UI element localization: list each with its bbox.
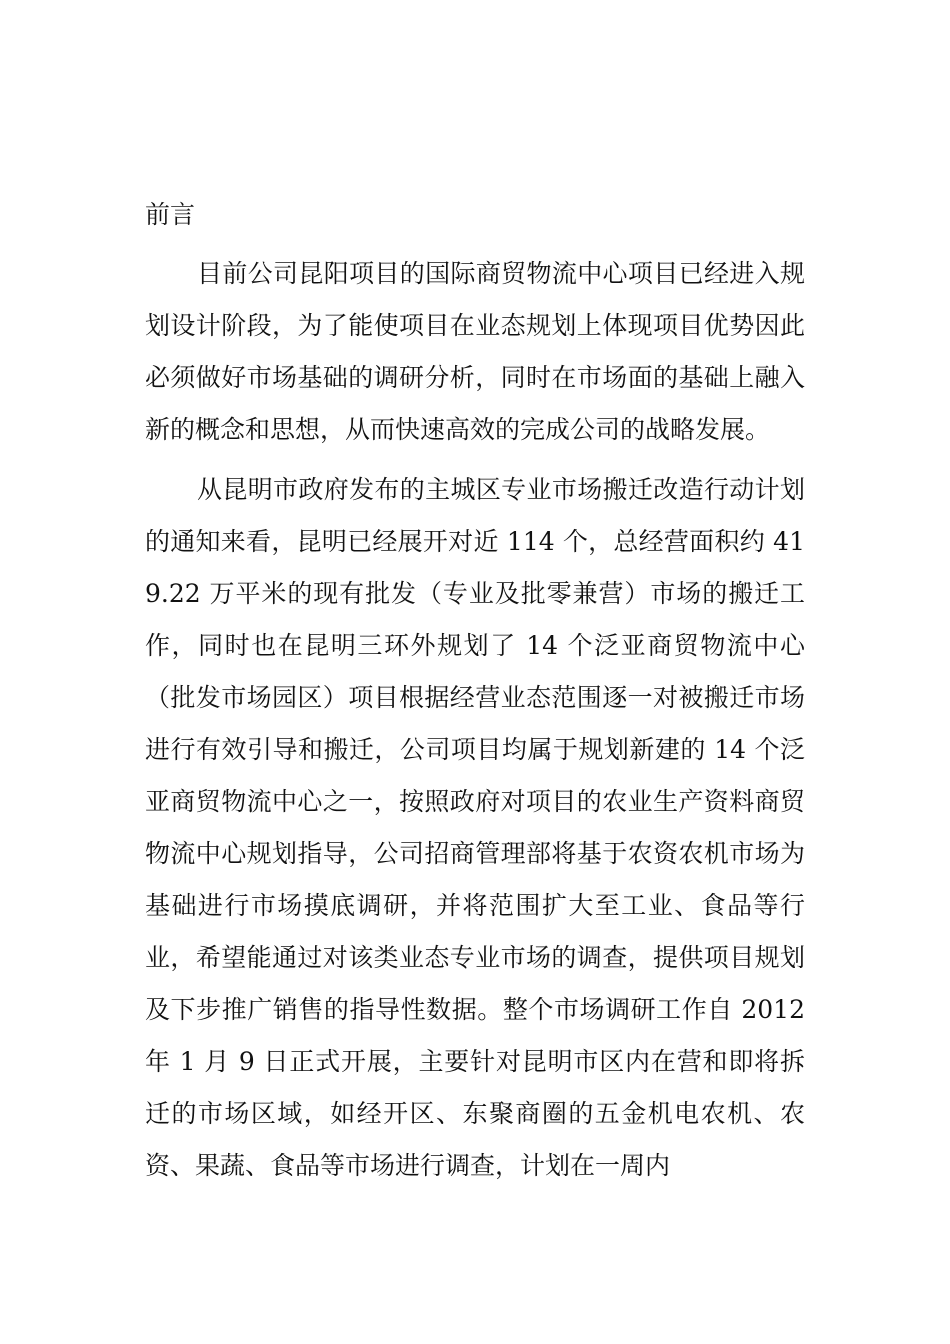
paragraph-intro: 目前公司昆阳项目的国际商贸物流中心项目已经进入规划设计阶段，为了能使项目在业态规划上体现项目优势因此必须做好市场基础的调研分析，同时在市场面的基础上融入新的概念和思想，从而快速高效的完成公司的战略发展。 — [145, 259, 805, 444]
document-body — [145, 190, 805, 1200]
paragraph-background: 从昆明市政府发布的主城区专业市场搬迁改造行动计划的通知来看，昆明已经展开对近 114 个，总经营面积约 419.22 万平米的现有批发（专业及批零兼营）市场的搬迁工作，同时也在昆明三环外规划了 14 个泛亚商贸物流中心（批发市场园区）项目根据经营业态范围逐一对被搬迁市场进行有效引导和搬迁，公司项目均属于规划新建的 14 个泛亚商贸物流中心之一，按照政府对项目的农业生产资料商贸物流中心规划指导，公司招商管理部将基于农资农机市场为基础进行市场摸底调研，并将范围扩大至工业、食品等行业，希望能通过对该类业态专业市场的调查，提供项目规划及下步推广销售的指导性数据。整个市场调研工作自 2012 年 1 月 9 日正式开展，主要针对昆明市区内在营和即将拆迁的市场区域，如经开区、东聚商圈的五金机电农机、农资、果蔬、食品等市场进行调查，计划在一周内 — [145, 475, 805, 1180]
section-heading: 前言 — [145, 200, 196, 229]
